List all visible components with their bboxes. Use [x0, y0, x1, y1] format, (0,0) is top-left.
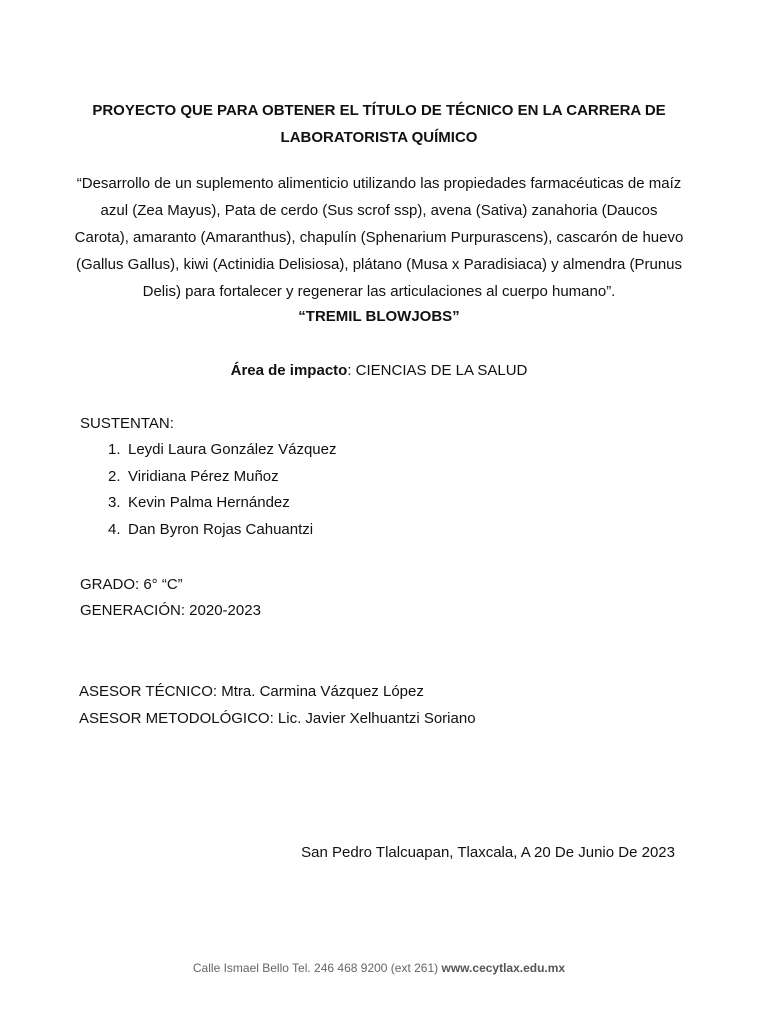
- member-name: Leydi Laura González Vázquez: [128, 441, 337, 458]
- member-number: 4.: [108, 521, 121, 539]
- footer-address: Calle Ismael Bello Tel. 246 468 9200 (ext 261): [192, 961, 442, 975]
- title-line-2: LABORATORISTA QUÍMICO: [280, 129, 478, 146]
- sustentan-label: SUSTENTAN:: [80, 415, 174, 432]
- member-name: Viridiana Pérez Muñoz: [128, 467, 279, 485]
- member-name: Kevin Palma Hernández: [128, 494, 290, 512]
- project-name: “TREMIL BLOWJOBS”: [298, 308, 460, 325]
- member-number: 1.: [108, 441, 121, 458]
- title-line-1: PROYECTO QUE PARA OBTENER EL TÍTULO DE TÉCNICO EN LA CARRERA DE: [92, 102, 666, 119]
- generacion: GENERACIÓN: 2020-2023: [80, 602, 261, 619]
- member-name: Dan Byron Rojas Cahuantzi: [128, 521, 314, 539]
- asesor-metodologico: ASESOR METODOLÓGICO: Lic. Javier Xelhuantzi Soriano: [79, 710, 476, 727]
- list-item: [80, 517, 336, 544]
- member-number: 3.: [108, 494, 121, 512]
- member-number: 2.: [108, 467, 121, 485]
- list-item: [80, 490, 336, 517]
- impact-value: : CIENCIAS DE LA SALUD: [347, 362, 528, 379]
- page-footer: [0, 958, 758, 978]
- impact-area: [0, 357, 758, 384]
- list-item: [80, 464, 336, 491]
- grado: GRADO: 6° “C”: [80, 576, 183, 593]
- footer-website-link[interactable]: www.cecytlax.edu.mx: [441, 961, 566, 975]
- document-title: [70, 97, 688, 151]
- members-list: [80, 437, 336, 544]
- place-date: San Pedro Tlalcuapan, Tlaxcala, A 20 De Junio De 2023: [301, 844, 675, 861]
- project-description: “Desarrollo de un suplemento alimenticio utilizando las propiedades farmacéuticas de maíz azul (Zea Mayus), Pata de cerdo (Sus scrof ssp), avena (Sativa) zanahoria (Daucos Carota), amaranto (Amaranthus), chapulín (Sphenarium Purpurascens), cascarón de huevo (Gallus Gallus), kiwi (Actinidia Delisiosa), plátano (Musa x Paradisiaca) y almendra (Prunus Delis) para fortalecer y regenerar las articulaciones al cuerpo humano”.: [74, 175, 684, 300]
- asesor-tecnico: ASESOR TÉCNICO: Mtra. Carmina Vázquez López: [79, 683, 424, 700]
- list-item: [80, 437, 336, 464]
- impact-label: Área de impacto: [230, 362, 348, 379]
